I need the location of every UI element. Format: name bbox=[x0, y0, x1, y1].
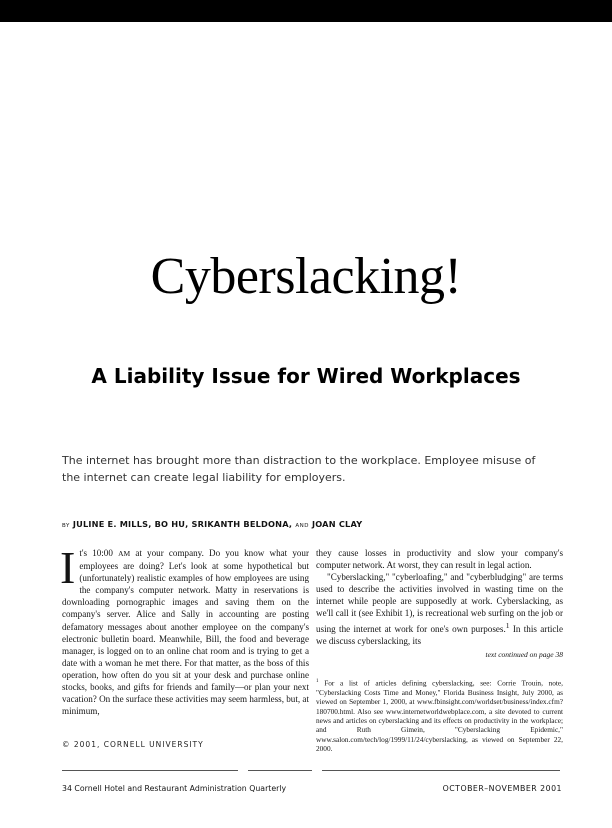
body-paragraph-2 bbox=[316, 571, 563, 647]
body-p1-start: t's 10:00 bbox=[79, 548, 119, 558]
drop-cap: I bbox=[60, 542, 76, 593]
body-p1-rest: at your company. Do you know what your employees are doing? Let's look at some hypothetical but (unfortunately) realistic examples of how employees are using the company's computer network. Matty in reservations is downloading pornographic images and saving them on the company's server. Alice and Sally in accounting are posting defamatory messages about another employee on the company's electronic bulletin board. Meanwhile, Bill, the food and beverage manager, is logged on to an online chat room and is trying to get a date with a woman he met there. For that matter, as the boss of this operation, how often do you sit at your desk and purchase online stocks, books, and gifts for friends and family—or plan your next vacation? On the surface these activities may seem harmless, but, at minimum, bbox=[62, 548, 310, 717]
body-p2: "Cyberslacking," "cyberloafing," and "cyberbludging" are terms used to describe the activities involved in wasting time on the internet while people are supposedly at work. Cyberslacking, as we'll call it (see Exhibit 1), is recreational web surfing on the job or using the internet at work for one's own purposes. bbox=[316, 572, 563, 634]
footnote-text: For a list of articles defining cyberslacking, see: Corrie Trouin, note, "Cyberslacking Costs Time and Money," Florida Business Insight, July 2000, as viewed on September 1, 2000, at www.fbinsight.com/worldset/business/index.cfm?180700.html. Also see www.internetworldwebplace.com, a site devoted to current news and articles on cyberslacking and its effects on productivity in the workplace; and Ruth Gimein, "Cyberslacking Epidemic," www.salon.com/tech/log/1999/11/24/cyberslacking, as viewed on September 22, 2000. bbox=[316, 678, 563, 754]
footer-rule-right bbox=[322, 770, 560, 771]
footnote-ref: 1 bbox=[505, 620, 510, 630]
footnote bbox=[316, 677, 563, 754]
footer-rule-left bbox=[62, 770, 238, 771]
byline-and: AND bbox=[295, 523, 309, 529]
body-p1-am: AM bbox=[118, 549, 131, 558]
top-black-band bbox=[0, 0, 612, 22]
article-title: Cyberslacking! bbox=[150, 248, 462, 305]
body-p2-end: In this article we discuss cyberslacking, its bbox=[316, 623, 563, 646]
footer-left bbox=[62, 784, 286, 793]
byline-authors-a: JULINE E. MILLS, BO HU, SRIKANTH BELDONA, bbox=[72, 519, 293, 529]
publication-name: Cornell Hotel and Restaurant Administration Quarterly bbox=[74, 784, 287, 793]
article-subtitle: A Liability Issue for Wired Workplaces bbox=[91, 364, 521, 388]
body-column-left bbox=[60, 542, 310, 717]
page-number: 34 bbox=[62, 784, 72, 793]
byline-authors-b: JOAN CLAY bbox=[312, 519, 363, 529]
footnote-number: 1 bbox=[316, 679, 319, 684]
article-deck: The internet has brought more than distraction to the workplace. Employee misuse of the internet can create legal liability for employers. bbox=[62, 454, 536, 484]
byline bbox=[62, 519, 542, 529]
body-column-right bbox=[316, 547, 563, 661]
continued-note: text continued on page 38 bbox=[485, 649, 563, 659]
body-paragraph-1 bbox=[60, 542, 310, 717]
byline-by: BY bbox=[62, 523, 70, 529]
issue-date: OCTOBER–NOVEMBER 2001 bbox=[442, 784, 562, 793]
body-paragraph-1-continued: they cause losses in productivity and slow your company's computer network. At worst, they can result in legal action. bbox=[316, 548, 563, 571]
footer-rule-middle bbox=[248, 770, 312, 771]
copyright: © 2001, CORNELL UNIVERSITY bbox=[62, 740, 204, 749]
